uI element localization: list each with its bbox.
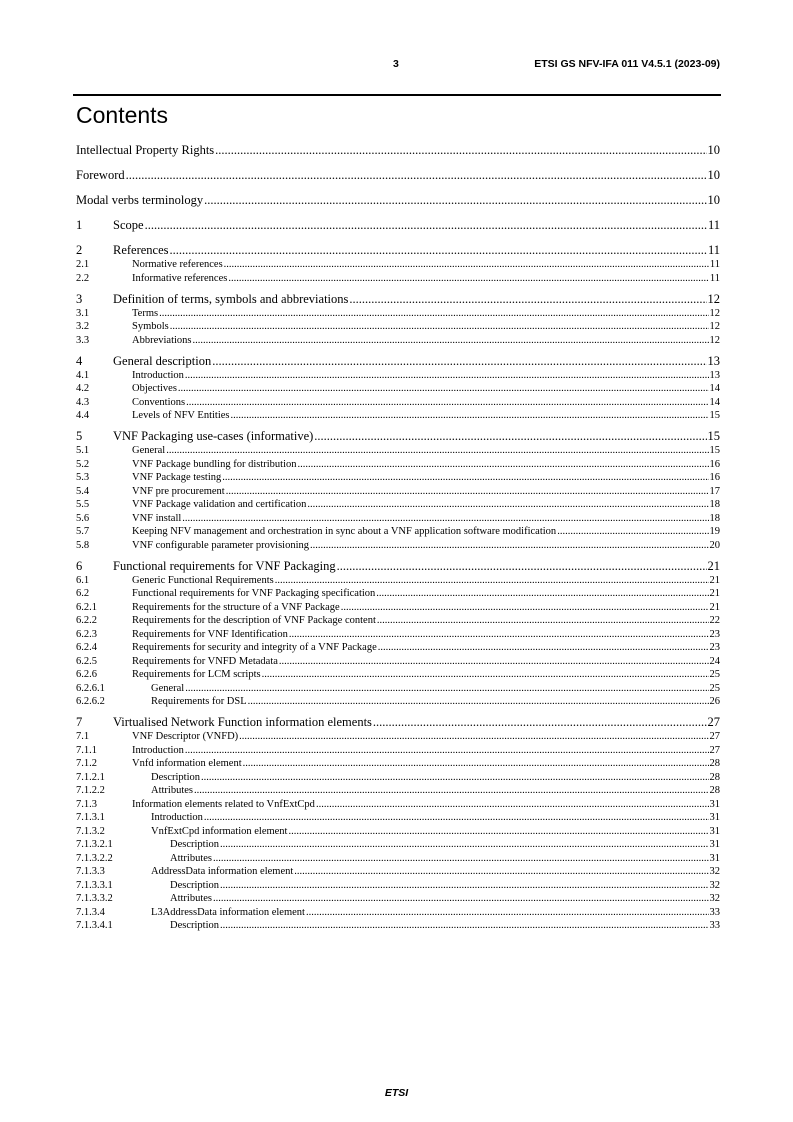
toc-entry[interactable] bbox=[76, 354, 720, 369]
toc-dot-leader bbox=[307, 499, 708, 511]
toc-entry-page: 21 bbox=[709, 588, 720, 599]
toc-entry-number: 4.1 bbox=[76, 369, 90, 381]
toc-entry-number: 5.1 bbox=[76, 445, 90, 456]
toc-entry-page: 13 bbox=[707, 353, 720, 368]
toc-dot-leader bbox=[224, 259, 709, 271]
footer-logo-text: ETSI bbox=[384, 1087, 409, 1099]
toc-entry-title: VNF configurable parameter provisioning bbox=[132, 539, 309, 551]
toc-entry[interactable] bbox=[76, 540, 720, 552]
toc-entry-page: 16 bbox=[709, 458, 720, 470]
toc-entry-title: Attributes bbox=[170, 852, 212, 864]
toc-entry-page: 14 bbox=[709, 396, 720, 408]
toc-entry-title: Requirements for VNF Identification bbox=[132, 628, 288, 640]
toc-entry[interactable] bbox=[76, 526, 720, 538]
toc-entry-number: 4 bbox=[76, 353, 83, 368]
toc-entry-title: Description bbox=[170, 920, 219, 931]
toc-entry-page: 11 bbox=[707, 243, 720, 257]
toc-entry-title: General bbox=[151, 682, 185, 694]
toc-entry-number: 5.8 bbox=[76, 539, 90, 551]
toc-entry-page: 24 bbox=[709, 655, 720, 667]
toc-entry-number: 3.3 bbox=[76, 334, 90, 346]
toc-entry-page: 32 bbox=[709, 879, 720, 891]
toc-entry[interactable] bbox=[76, 370, 720, 382]
toc-dot-leader bbox=[279, 656, 709, 668]
toc-entry-title: Definition of terms, symbols and abbreviations bbox=[113, 291, 349, 306]
toc-entry-number: 1 bbox=[76, 218, 83, 232]
toc-entry[interactable] bbox=[76, 799, 720, 811]
toc-entry-title: VNF install bbox=[132, 512, 182, 524]
toc-dot-leader bbox=[166, 445, 708, 457]
toc-entry-page: 31 bbox=[709, 825, 720, 837]
document-id: ETSI GS NFV-IFA 011 V4.5.1 (2023-09) bbox=[534, 58, 720, 70]
toc-entry-number: 7.1.1 bbox=[76, 744, 97, 756]
toc-entry-title: Conventions bbox=[132, 396, 186, 408]
toc-entry-page: 11 bbox=[707, 218, 720, 232]
toc-entry-page: 22 bbox=[709, 615, 720, 626]
toc-entry-page: 31 bbox=[709, 798, 720, 810]
toc-dot-leader bbox=[212, 354, 706, 369]
toc-entry-page: 19 bbox=[709, 526, 720, 537]
toc-entry-page: 10 bbox=[707, 193, 720, 207]
toc-entry-number: 6.2.4 bbox=[76, 642, 97, 653]
toc-entry-title: Scope bbox=[113, 218, 144, 232]
toc-entry[interactable] bbox=[76, 683, 720, 695]
toc-entry-page: 26 bbox=[709, 696, 720, 707]
toc-dot-leader bbox=[222, 472, 708, 484]
toc-dot-leader bbox=[557, 526, 708, 538]
toc-entry-number: 7 bbox=[76, 715, 83, 729]
toc-entry-page: 21 bbox=[709, 574, 720, 586]
toc-entry-title: Keeping NFV management and orchestration in sync about a VNF application software modification bbox=[132, 526, 557, 537]
toc-dot-leader bbox=[185, 683, 708, 695]
toc-entry[interactable] bbox=[76, 259, 720, 271]
toc-entry-number: 7.1.3 bbox=[76, 798, 97, 810]
toc-entry[interactable] bbox=[76, 168, 720, 183]
toc-entry[interactable] bbox=[76, 243, 720, 258]
toc-entry-page: 13 bbox=[709, 369, 720, 381]
toc-entry[interactable] bbox=[76, 920, 720, 932]
toc-entry-title: Intellectual Property Rights bbox=[76, 143, 215, 157]
toc-entry-number: 4.3 bbox=[76, 396, 90, 408]
toc-entry-page: 31 bbox=[709, 839, 720, 850]
toc-dot-leader bbox=[378, 642, 709, 654]
toc-entry[interactable] bbox=[76, 785, 720, 797]
toc-entry-page: 18 bbox=[709, 499, 720, 510]
toc-entry[interactable] bbox=[76, 745, 720, 757]
toc-entry-page: 10 bbox=[707, 143, 720, 157]
toc-entry-number: 5.5 bbox=[76, 499, 90, 510]
toc-entry-number: 2 bbox=[76, 243, 83, 257]
toc-entry[interactable] bbox=[76, 383, 720, 395]
toc-entry[interactable] bbox=[76, 292, 720, 307]
toc-entry-page: 28 bbox=[709, 758, 720, 769]
toc-entry-title: Introduction bbox=[151, 812, 203, 823]
toc-entry-number: 6.1 bbox=[76, 574, 90, 586]
toc-entry-title: Informative references bbox=[132, 272, 228, 284]
toc-entry-title: VNF Package testing bbox=[132, 472, 222, 483]
toc-entry-page: 12 bbox=[709, 321, 720, 332]
toc-entry[interactable] bbox=[76, 812, 720, 824]
toc-entry-title: Introduction bbox=[132, 744, 184, 756]
toc-entry-number: 7.1.3.4 bbox=[76, 906, 105, 918]
toc-entry[interactable] bbox=[76, 880, 720, 892]
toc-dot-leader bbox=[220, 839, 709, 851]
toc-entry[interactable] bbox=[76, 218, 720, 233]
toc-entry[interactable] bbox=[76, 321, 720, 333]
toc-entry-title: VNF pre procurement bbox=[132, 485, 225, 497]
toc-entry-title: Requirements for the structure of a VNF Package bbox=[132, 601, 340, 613]
toc-dot-leader bbox=[213, 853, 709, 865]
toc-dot-leader bbox=[297, 459, 708, 471]
toc-dot-leader bbox=[226, 486, 709, 498]
toc-entry-title: VNF Package validation and certification bbox=[132, 499, 307, 510]
toc-dot-leader bbox=[193, 335, 709, 347]
toc-entry-number: 6.2.6 bbox=[76, 669, 97, 680]
toc-entry[interactable] bbox=[76, 575, 720, 587]
toc-entry-page: 12 bbox=[707, 291, 720, 306]
toc-entry-page: 17 bbox=[709, 485, 720, 497]
toc-entry-title: Objectives bbox=[132, 383, 177, 394]
toc-entry-title: Requirements for DSL bbox=[151, 696, 247, 707]
toc-entry-page: 25 bbox=[709, 669, 720, 680]
toc-entry-title: Symbols bbox=[132, 321, 169, 332]
toc-entry-number: 5.2 bbox=[76, 458, 90, 470]
toc-dot-leader bbox=[220, 880, 709, 892]
toc-entry[interactable] bbox=[76, 193, 720, 208]
toc-dot-leader bbox=[186, 397, 708, 409]
toc-entry[interactable] bbox=[76, 839, 720, 851]
toc-entry[interactable] bbox=[76, 715, 720, 730]
toc-entry-page: 10 bbox=[707, 168, 720, 182]
toc-entry-title: References bbox=[113, 243, 169, 257]
toc-dot-leader bbox=[275, 575, 709, 587]
toc-entry-number: 7.1.3.3.1 bbox=[76, 879, 113, 891]
toc-entry-page: 21 bbox=[707, 558, 720, 573]
toc-entry-number: 6.2.5 bbox=[76, 655, 97, 667]
toc-entry[interactable] bbox=[76, 588, 720, 600]
toc-entry-number: 2.1 bbox=[76, 259, 90, 270]
toc-entry-number: 4.4 bbox=[76, 410, 90, 421]
toc-dot-leader bbox=[294, 866, 708, 878]
toc-entry-title: L3AddressData information element bbox=[151, 906, 305, 918]
toc-entry-page: 16 bbox=[709, 472, 720, 483]
toc-entry-page: 21 bbox=[709, 601, 720, 613]
toc-entry-number: 7.1.3.2 bbox=[76, 825, 105, 837]
toc-entry-title: General bbox=[132, 445, 166, 456]
toc-entry-page: 28 bbox=[709, 771, 720, 783]
toc-entry-title: Description bbox=[170, 839, 219, 850]
page-title: Contents bbox=[76, 102, 169, 128]
toc-dot-leader bbox=[145, 218, 707, 233]
toc-entry[interactable] bbox=[76, 696, 720, 708]
toc-dot-leader bbox=[178, 383, 709, 395]
toc-dot-leader bbox=[185, 370, 709, 382]
toc-entry-page: 32 bbox=[709, 893, 720, 904]
toc-entry-page: 11 bbox=[709, 259, 720, 270]
toc-entry-title: Vnfd information element bbox=[132, 758, 242, 769]
toc-entry[interactable] bbox=[76, 499, 720, 511]
toc-entry-number: 7.1.3.2.1 bbox=[76, 839, 113, 850]
toc-entry[interactable] bbox=[76, 429, 720, 444]
toc-entry-title: Requirements for VNFD Metadata bbox=[132, 655, 278, 667]
toc-entry[interactable] bbox=[76, 486, 720, 498]
toc-entry-title: Levels of NFV Entities bbox=[132, 410, 230, 421]
toc-entry[interactable] bbox=[76, 629, 720, 641]
toc-entry-page: 27 bbox=[707, 715, 720, 729]
toc-entry-number: 6.2.6.2 bbox=[76, 696, 105, 707]
toc-entry[interactable] bbox=[76, 772, 720, 784]
toc-entry[interactable] bbox=[76, 669, 720, 681]
toc-entry-number: 3 bbox=[76, 291, 83, 306]
toc-entry[interactable] bbox=[76, 143, 720, 158]
toc-entry-title: Virtualised Network Function information elements bbox=[113, 715, 372, 729]
toc-entry-page: 15 bbox=[709, 410, 720, 421]
toc-dot-leader bbox=[337, 559, 707, 574]
toc-entry-number: 5.6 bbox=[76, 512, 90, 524]
toc-entry-page: 12 bbox=[709, 307, 720, 319]
page-header bbox=[76, 58, 720, 72]
toc-entry-title: Information elements related to VnfExtCpd bbox=[132, 798, 315, 810]
toc-entry-page: 33 bbox=[709, 920, 720, 931]
toc-entry-page: 15 bbox=[709, 445, 720, 456]
toc-entry-number: 6.2.3 bbox=[76, 628, 97, 640]
toc-entry-number: 5.4 bbox=[76, 485, 90, 497]
toc-entry-title: Introduction bbox=[132, 369, 184, 381]
toc-dot-leader bbox=[194, 785, 709, 797]
toc-dot-leader bbox=[220, 920, 709, 932]
toc-entry-number: 7.1.3.3.2 bbox=[76, 893, 113, 904]
toc-entry-number: 7.1.2.2 bbox=[76, 785, 105, 796]
toc-entry-title: Modal verbs terminology bbox=[76, 193, 204, 207]
toc-dot-leader bbox=[159, 308, 708, 320]
toc-entry-number: 6.2.1 bbox=[76, 601, 97, 613]
toc-entry-number: 2.2 bbox=[76, 272, 90, 284]
toc-entry-page: 25 bbox=[709, 682, 720, 694]
toc-entry-page: 11 bbox=[709, 272, 720, 284]
toc-dot-leader bbox=[349, 292, 706, 307]
toc-entry-number: 7.1.3.2.2 bbox=[76, 852, 113, 864]
toc-entry[interactable] bbox=[76, 472, 720, 484]
toc-entry-title: Description bbox=[151, 771, 200, 783]
toc-entry-number: 5.7 bbox=[76, 526, 90, 537]
toc-dot-leader bbox=[288, 826, 708, 838]
toc-dot-leader bbox=[243, 758, 709, 770]
toc-entry-page: 18 bbox=[709, 512, 720, 524]
toc-entry-title: Functional requirements for VNF Packaging bbox=[113, 558, 336, 573]
toc-entry-title: VnfExtCpd information element bbox=[151, 825, 288, 837]
toc-entry-number: 6 bbox=[76, 558, 83, 573]
toc-entry-number: 7.1.3.1 bbox=[76, 812, 105, 823]
toc-entry-number: 5.3 bbox=[76, 472, 90, 483]
toc-entry[interactable] bbox=[76, 335, 720, 347]
toc-entry-title: Terms bbox=[132, 307, 159, 319]
toc-entry-title: General description bbox=[113, 353, 212, 368]
toc-entry[interactable] bbox=[76, 893, 720, 905]
toc-entry-number: 7.1.2.1 bbox=[76, 771, 105, 783]
toc-dot-leader bbox=[310, 540, 709, 552]
toc-dot-leader bbox=[201, 772, 709, 784]
toc-entry-page: 28 bbox=[709, 785, 720, 796]
toc-entry-title: VNF Packaging use-cases (informative) bbox=[113, 429, 314, 443]
toc-dot-leader bbox=[314, 429, 706, 444]
toc-entry-page: 15 bbox=[707, 429, 720, 443]
toc-entry[interactable] bbox=[76, 459, 720, 471]
toc-entry[interactable] bbox=[76, 513, 720, 525]
toc-dot-leader bbox=[289, 629, 709, 641]
toc-dot-leader bbox=[170, 321, 709, 333]
toc-entry[interactable] bbox=[76, 602, 720, 614]
toc-entry[interactable] bbox=[76, 397, 720, 409]
toc-dot-leader bbox=[204, 812, 709, 824]
toc-dot-leader bbox=[316, 799, 709, 811]
toc-entry[interactable] bbox=[76, 866, 720, 878]
toc-entry[interactable] bbox=[76, 642, 720, 654]
toc-entry[interactable] bbox=[76, 410, 720, 422]
toc-entry-title: Attributes bbox=[151, 785, 193, 796]
toc-entry-title: VNF Package bundling for distribution bbox=[132, 458, 297, 470]
toc-entry-page: 27 bbox=[709, 744, 720, 756]
toc-entry[interactable] bbox=[76, 826, 720, 838]
header-rule bbox=[73, 94, 721, 96]
page-number: 3 bbox=[393, 58, 399, 70]
toc-entry-number: 6.2.6.1 bbox=[76, 682, 105, 694]
toc-entry[interactable] bbox=[76, 273, 720, 285]
toc-entry-title: AddressData information element bbox=[151, 866, 294, 877]
toc-entry-page: 32 bbox=[709, 866, 720, 877]
toc-dot-leader bbox=[213, 893, 709, 905]
toc-entry[interactable] bbox=[76, 907, 720, 919]
toc-entry-number: 7.1.2 bbox=[76, 758, 97, 769]
toc-entry-page: 14 bbox=[709, 383, 720, 394]
toc-entry-number: 3.2 bbox=[76, 321, 90, 332]
toc-dot-leader bbox=[376, 588, 708, 600]
toc-dot-leader bbox=[248, 696, 709, 708]
toc-entry-page: 31 bbox=[709, 812, 720, 823]
toc-entry-page: 12 bbox=[709, 334, 720, 346]
toc-entry-title: Attributes bbox=[170, 893, 212, 904]
toc-entry[interactable] bbox=[76, 758, 720, 770]
toc-entry[interactable] bbox=[76, 615, 720, 627]
toc-entry-title: Requirements for the description of VNF Package content bbox=[132, 615, 376, 626]
toc-entry[interactable] bbox=[76, 731, 720, 743]
toc-entry-number: 5 bbox=[76, 429, 83, 443]
toc-entry[interactable] bbox=[76, 656, 720, 668]
toc-entry-title: Normative references bbox=[132, 259, 223, 270]
toc-dot-leader bbox=[204, 193, 706, 208]
toc-dot-leader bbox=[373, 715, 707, 730]
toc-entry-page: 20 bbox=[709, 539, 720, 551]
toc-entry[interactable] bbox=[76, 559, 720, 574]
toc-entry-page: 27 bbox=[709, 731, 720, 742]
toc-dot-leader bbox=[377, 615, 709, 627]
toc-entry-number: 6.2 bbox=[76, 588, 90, 599]
toc-dot-leader bbox=[170, 243, 707, 258]
toc-dot-leader bbox=[185, 745, 709, 757]
toc-dot-leader bbox=[239, 731, 708, 743]
toc-entry-page: 31 bbox=[709, 852, 720, 864]
toc-entry-title: Requirements for security and integrity of a VNF Package bbox=[132, 642, 377, 653]
toc-entry-number: 6.2.2 bbox=[76, 615, 97, 626]
toc-dot-leader bbox=[126, 168, 707, 183]
toc-dot-leader bbox=[182, 513, 708, 525]
toc-entry-title: Foreword bbox=[76, 168, 125, 182]
toc-entry-title: Functional requirements for VNF Packaging specification bbox=[132, 588, 376, 599]
toc-entry-title: Requirements for LCM scripts bbox=[132, 669, 261, 680]
toc-entry-title: Generic Functional Requirements bbox=[132, 574, 274, 586]
toc-entry-number: 7.1 bbox=[76, 731, 90, 742]
toc-entry-title: Abbreviations bbox=[132, 334, 192, 346]
toc-entry-page: 23 bbox=[709, 628, 720, 640]
toc-entry-number: 3.1 bbox=[76, 307, 90, 319]
toc-dot-leader bbox=[231, 410, 709, 422]
toc-entry[interactable] bbox=[76, 308, 720, 320]
toc-entry-title: VNF Descriptor (VNFD) bbox=[132, 731, 239, 742]
toc-entry-page: 33 bbox=[709, 906, 720, 918]
toc-entry-number: 4.2 bbox=[76, 383, 90, 394]
toc-dot-leader bbox=[306, 907, 709, 919]
toc-entry-page: 23 bbox=[709, 642, 720, 653]
toc-dot-leader bbox=[215, 143, 706, 158]
toc-entry-title: Description bbox=[170, 879, 219, 891]
toc-dot-leader bbox=[228, 273, 709, 285]
toc-dot-leader bbox=[341, 602, 709, 614]
toc-dot-leader bbox=[262, 669, 709, 681]
toc-entry[interactable] bbox=[76, 445, 720, 457]
toc-entry-number: 7.1.3.3 bbox=[76, 866, 105, 877]
toc-entry[interactable] bbox=[76, 853, 720, 865]
toc-entry-number: 7.1.3.4.1 bbox=[76, 920, 113, 931]
